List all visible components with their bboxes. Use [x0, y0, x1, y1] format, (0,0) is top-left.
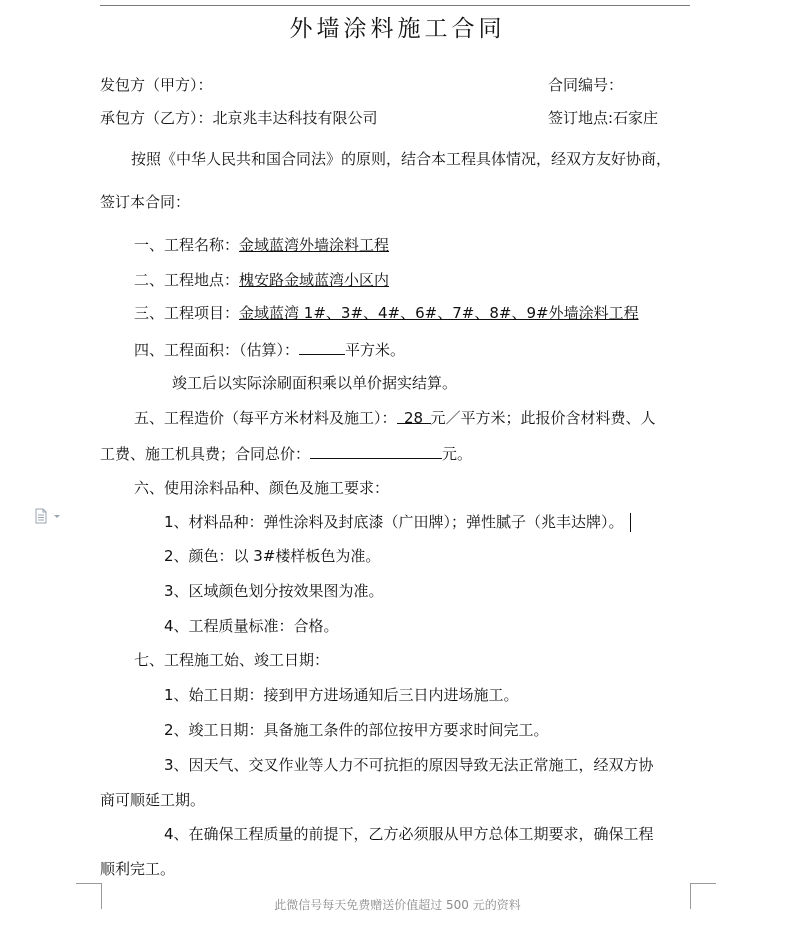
text-cursor [630, 513, 632, 532]
section-5 [134, 408, 656, 428]
unit-price-value: 28 [397, 408, 431, 424]
document-title: 外墙涂料施工合同 [289, 16, 506, 42]
section-5-label: 五、工程造价（每平方米材料及施工）： [134, 409, 397, 427]
section-6-item-1-text: 1、材料品种：弹性涂料及封底漆（广田牌）；弹性腻子（兆丰达牌）。 [164, 513, 624, 531]
section-7-item-4-line-1: 4、在确保工程质量的前提下，乙方必须服从甲方总体工期要求，确保工程 [164, 825, 654, 843]
section-4 [134, 339, 405, 360]
section-1-value: 金域蓝湾外墙涂料工程 [239, 236, 390, 254]
section-3-label: 三、工程项目： [134, 304, 240, 322]
section-5-total-unit: 元。 [442, 445, 473, 463]
party-b-label: 承包方（乙方）：北京兆丰达科技有限公司 [100, 109, 378, 127]
total-price-blank[interactable] [310, 443, 442, 459]
section-3 [134, 303, 639, 323]
section-4-unit: 平方米。 [345, 341, 406, 359]
footer-text: 此微信号每天免费赠送价值超过 500 元的资料 [274, 898, 521, 912]
section-6-item-1 [164, 512, 631, 532]
section-7-item-2: 2、竣工日期：具备施工条件的部位按甲方要求时间完工。 [164, 721, 549, 739]
sign-place-label: 签订地点:石家庄 [548, 109, 659, 127]
section-7-item-4-line-2: 顺利完工。 [100, 860, 176, 878]
party-a-label: 发包方（甲方）： [100, 76, 213, 94]
section-5-line-2 [100, 443, 472, 464]
page-top-rule [100, 5, 690, 6]
section-4-label: 四、工程面积：（估算）： [134, 341, 300, 359]
section-7-label: 七、工程施工始、竣工日期： [134, 651, 330, 669]
section-4-note: 竣工后以实际涂刷面积乘以单价据实结算。 [172, 374, 458, 392]
section-7-item-3-line-1: 3、因天气、交叉作业等人力不可抗拒的原因导致无法正常施工，经双方协 [164, 756, 654, 774]
section-2-value: 槐安路金域蓝湾小区内 [239, 271, 390, 289]
section-6-item-2: 2、颜色：以 3#楼样板色为准。 [164, 547, 381, 565]
section-3-value: 金域蓝湾 1#、3#、4#、6#、7#、8#、9#外墙涂料工程 [239, 304, 639, 322]
section-6-item-4: 4、工程质量标准：合格。 [164, 617, 339, 635]
section-6-label: 六、使用涂料品种、颜色及施工要求： [134, 479, 390, 497]
area-blank[interactable] [299, 339, 345, 355]
section-2 [134, 270, 389, 290]
section-2-label: 二、工程地点： [134, 271, 240, 289]
section-7-item-1: 1、始工日期：接到甲方进场通知后三日内进场施工。 [164, 686, 519, 704]
document-icon[interactable] [34, 508, 62, 524]
section-1-label: 一、工程名称： [134, 236, 240, 254]
section-1 [134, 235, 389, 255]
section-5-rest: 元／平方米；此报价含材料费、人 [430, 409, 656, 427]
contract-no-label: 合同编号： [548, 76, 624, 94]
section-6-item-3: 3、区域颜色划分按效果图为准。 [164, 582, 384, 600]
section-5-total-label: 工费、施工机具费；合同总价： [100, 445, 311, 463]
intro-line-1: 按照《中华人民共和国合同法》的原则，结合本工程具体情况，经双方友好协商， [131, 150, 672, 168]
section-7-item-3-line-2: 商可顺延工期。 [100, 791, 206, 809]
intro-line-2: 签订本合同： [100, 193, 191, 211]
